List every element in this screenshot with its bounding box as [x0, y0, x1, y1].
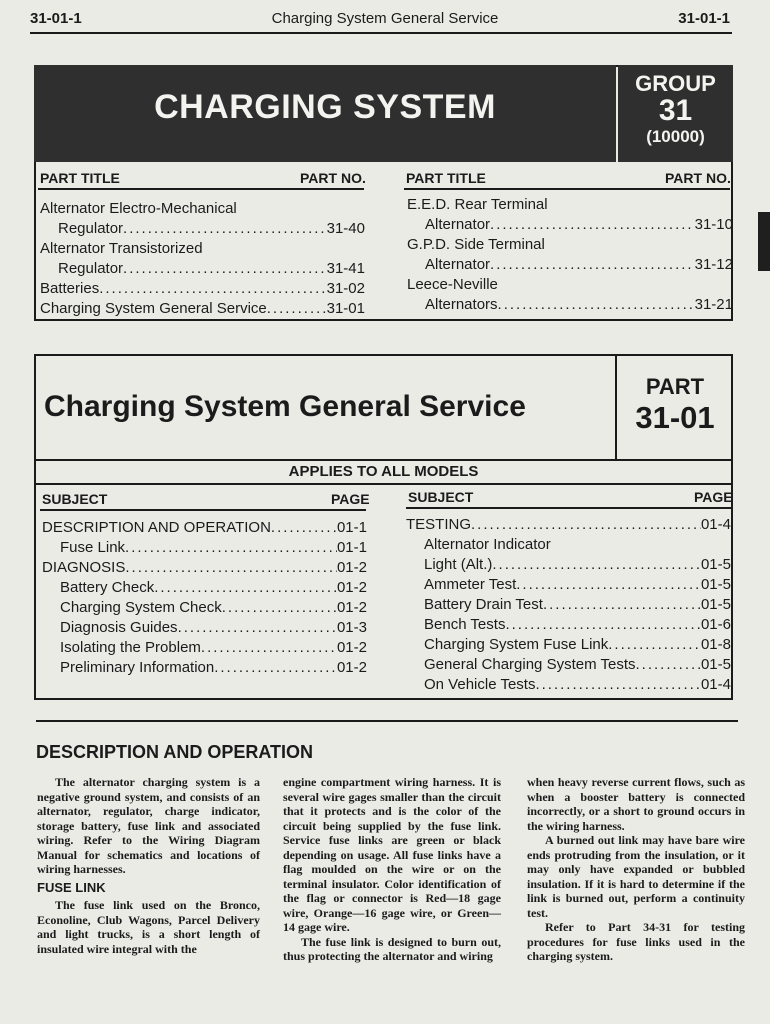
toc-entry-title: Leece-Neville [407, 276, 498, 293]
toc-entry [40, 299, 365, 319]
toc-entry-page: 31-01 [326, 300, 365, 317]
toc-entry-page: 31-10 [694, 216, 733, 233]
toc-entry-title: Preliminary Information [60, 659, 215, 676]
toc-entry-title: Isolating the Problem [60, 639, 201, 656]
part-tag-label: PART [645, 374, 705, 399]
toc-entry-page: 31-41 [326, 260, 365, 277]
toc-entry-page: 01-6 [700, 616, 731, 633]
group-col-part-no-right: PART NO. [665, 170, 731, 186]
toc-entry [407, 215, 733, 235]
toc-entry-page: 01-5 [700, 656, 731, 673]
part-col-page-right: PAGE [694, 489, 733, 505]
running-header-right: 31-01-1 [678, 10, 730, 27]
toc-entry-title: E.E.D. Rear Terminal [407, 196, 548, 213]
toc-leader-dots [154, 578, 337, 598]
thumb-tab-marker [758, 212, 770, 271]
subsection-title: FUSE LINK [37, 879, 106, 895]
toc-entry [42, 538, 367, 558]
toc-entry-page: 01-1 [336, 539, 367, 556]
toc-leader-dots [516, 575, 701, 595]
toc-entry [42, 518, 367, 538]
toc-entry-page: 31-02 [326, 280, 365, 297]
toc-entry-title: Ammeter Test [424, 576, 517, 593]
toc-entry [406, 575, 731, 595]
toc-entry-page: 01-2 [336, 579, 367, 596]
text-column-2 [283, 775, 501, 964]
toc-entry [40, 279, 365, 299]
toc-leader-dots [505, 615, 701, 635]
toc-entry-title: Battery Drain Test [424, 596, 543, 613]
toc-entry-title: Charging System Fuse Link [424, 636, 609, 653]
part-toc-left [42, 518, 367, 678]
section-title: DESCRIPTION AND OPERATION [36, 742, 314, 762]
applies-to-models: APPLIES TO ALL MODELS [288, 463, 479, 480]
toc-entry [406, 635, 731, 655]
text-column-3 [527, 775, 745, 964]
group-title: CHARGING SYSTEM [154, 88, 496, 126]
toc-entry-title: Regulator [58, 220, 124, 237]
running-header-left: 31-01-1 [30, 10, 82, 27]
toc-entry-title: Alternator Indicator [424, 536, 551, 553]
group-col-part-title-right: PART TITLE [406, 170, 486, 186]
toc-entry [42, 658, 367, 678]
toc-entry [42, 578, 367, 598]
paragraph: The fuse link used on the Bronco, Econoline, Club Wagons, Parcel Delivery and light trucks, is a short length of insulated wire integral with the [37, 898, 260, 956]
toc-entry-title: Charging System Check [60, 599, 222, 616]
applies-rule [36, 483, 733, 485]
part-header-rule-right [406, 507, 732, 509]
toc-leader-dots [267, 299, 327, 319]
toc-entry [406, 555, 731, 575]
group-tag-number: 31 [658, 94, 693, 127]
toc-entry [407, 235, 733, 255]
toc-entry-title: Bench Tests [424, 616, 506, 633]
toc-entry-title: Regulator [58, 260, 124, 277]
part-col-subject-left: SUBJECT [42, 491, 108, 507]
group-tag-code: (10000) [646, 127, 705, 146]
toc-entry-title: On Vehicle Tests [424, 676, 536, 693]
group-toc-left [40, 199, 365, 319]
running-header-title: Charging System General Service [271, 10, 499, 27]
header-rule [30, 32, 732, 34]
toc-entry-page: 01-2 [336, 599, 367, 616]
toc-leader-dots [178, 618, 337, 638]
toc-entry-page: 01-2 [336, 559, 367, 576]
toc-entry-page: 31-21 [694, 296, 733, 313]
part-title: Charging System General Service [44, 390, 526, 423]
part-col-subject-right: SUBJECT [408, 489, 474, 505]
toc-leader-dots [498, 295, 695, 315]
toc-entry-title: Alternator [425, 216, 491, 233]
toc-entry-page: 31-12 [694, 256, 733, 273]
toc-entry [406, 595, 731, 615]
toc-entry-page: 01-2 [336, 659, 367, 676]
toc-entry-page: 31-40 [326, 220, 365, 237]
toc-entry [406, 515, 731, 535]
part-col-page-left: PAGE [331, 491, 370, 507]
toc-entry [406, 535, 731, 555]
toc-leader-dots [543, 595, 701, 615]
toc-entry-title: Battery Check [60, 579, 155, 596]
group-tag [618, 65, 733, 162]
text-column-1 [37, 775, 260, 956]
toc-entry [40, 239, 365, 259]
toc-entry-page: 01-5 [700, 556, 731, 573]
part-header-rule-left [40, 509, 366, 511]
toc-entry [406, 615, 731, 635]
toc-entry-page: 01-2 [336, 639, 367, 656]
toc-entry-title: TESTING [406, 516, 472, 533]
toc-entry [42, 558, 367, 578]
toc-entry [42, 638, 367, 658]
paragraph: Refer to Part 34-31 for testing procedures for fuse links used in the charging system. [527, 920, 745, 963]
toc-leader-dots [125, 538, 337, 558]
part-toc-right [406, 515, 731, 695]
toc-leader-dots [99, 279, 326, 299]
toc-entry-page: 01-4 [700, 516, 731, 533]
toc-leader-dots [201, 638, 337, 658]
part-tag [617, 374, 733, 436]
toc-entry [407, 295, 733, 315]
toc-entry [40, 199, 365, 219]
toc-leader-dots [535, 675, 701, 695]
group-header-rule-left [38, 188, 364, 190]
toc-entry-title: G.P.D. Side Terminal [407, 236, 545, 253]
paragraph: The alternator charging system is a negative ground system, and consists of an alternator, regulator, charge indicator, storage battery, fuse link and associated wiring. Refer to the Wiring Diagram Manual for schematics and locations of wiring harnesses. [37, 775, 260, 876]
paragraph: engine compartment wiring harness. It is several wire gages smaller than the circuit that it protects and is the color of the circuit being supplied by the fuse link. Service fuse links are green or black depending on usage. All fuse links have a flag moulded on the wire or on the terminal insulator. Color identification of the flag or connector is Red—18 gage wire, Orange—16 gage wire, or Green—14 gage wire. [283, 775, 501, 934]
toc-entry-title: DIAGNOSIS [42, 559, 126, 576]
toc-entry-page: 01-3 [336, 619, 367, 636]
toc-entry [406, 675, 731, 695]
toc-entry [407, 255, 733, 275]
toc-entry-title: Alternators [425, 296, 498, 313]
part-tag-number: 31-01 [635, 400, 715, 435]
toc-entry-page: 01-8 [700, 636, 731, 653]
toc-leader-dots [492, 555, 701, 575]
toc-leader-dots [490, 255, 695, 275]
toc-entry-title: General Charging System Tests [424, 656, 636, 673]
toc-entry-title: Charging System General Service [40, 300, 267, 317]
toc-leader-dots [222, 598, 337, 618]
toc-entry-title: Alternator Electro-Mechanical [40, 200, 237, 217]
toc-leader-dots [123, 219, 327, 239]
toc-entry [40, 219, 365, 239]
toc-entry-title: Diagnosis Guides [60, 619, 178, 636]
toc-entry [42, 598, 367, 618]
group-col-part-title-left: PART TITLE [40, 170, 120, 186]
section-rule [36, 720, 738, 722]
toc-entry-title: Alternator [425, 256, 491, 273]
paragraph: A burned out link may have bare wire ends protruding from the insulation, or it may only have expanded or bubbled insulation. If it is hard to determine if the link is burned out, perform a continuity test. [527, 833, 745, 920]
toc-entry [407, 195, 733, 215]
toc-leader-dots [271, 518, 337, 538]
toc-entry-title: Fuse Link [60, 539, 126, 556]
paragraph: when heavy reverse current flows, such as when a booster battery is connected incorrectly, or a short to ground occurs in the wiring harness. [527, 775, 745, 833]
toc-leader-dots [636, 655, 701, 675]
toc-entry [406, 655, 731, 675]
toc-leader-dots [123, 259, 327, 279]
toc-entry-page: 01-4 [700, 676, 731, 693]
toc-entry-page: 01-5 [700, 596, 731, 613]
toc-leader-dots [214, 658, 337, 678]
toc-entry-title: DESCRIPTION AND OPERATION [42, 519, 271, 536]
toc-entry-title: Batteries [40, 280, 100, 297]
toc-leader-dots [471, 515, 701, 535]
toc-leader-dots [125, 558, 337, 578]
toc-leader-dots [490, 215, 695, 235]
group-tag-label: GROUP [635, 71, 716, 96]
toc-entry [42, 618, 367, 638]
toc-entry-title: Light (Alt.) [424, 556, 493, 573]
group-col-part-no-left: PART NO. [300, 170, 366, 186]
toc-entry [407, 275, 733, 295]
toc-entry-page: 01-5 [700, 576, 731, 593]
toc-entry-title: Alternator Transistorized [40, 240, 203, 257]
part-title-rule [34, 459, 733, 461]
toc-leader-dots [608, 635, 701, 655]
group-toc-right [407, 195, 733, 315]
toc-entry [40, 259, 365, 279]
group-header-rule-right [404, 188, 730, 190]
toc-entry-page: 01-1 [336, 519, 367, 536]
paragraph: The fuse link is designed to burn out, thus protecting the alternator and wiring [283, 934, 501, 963]
